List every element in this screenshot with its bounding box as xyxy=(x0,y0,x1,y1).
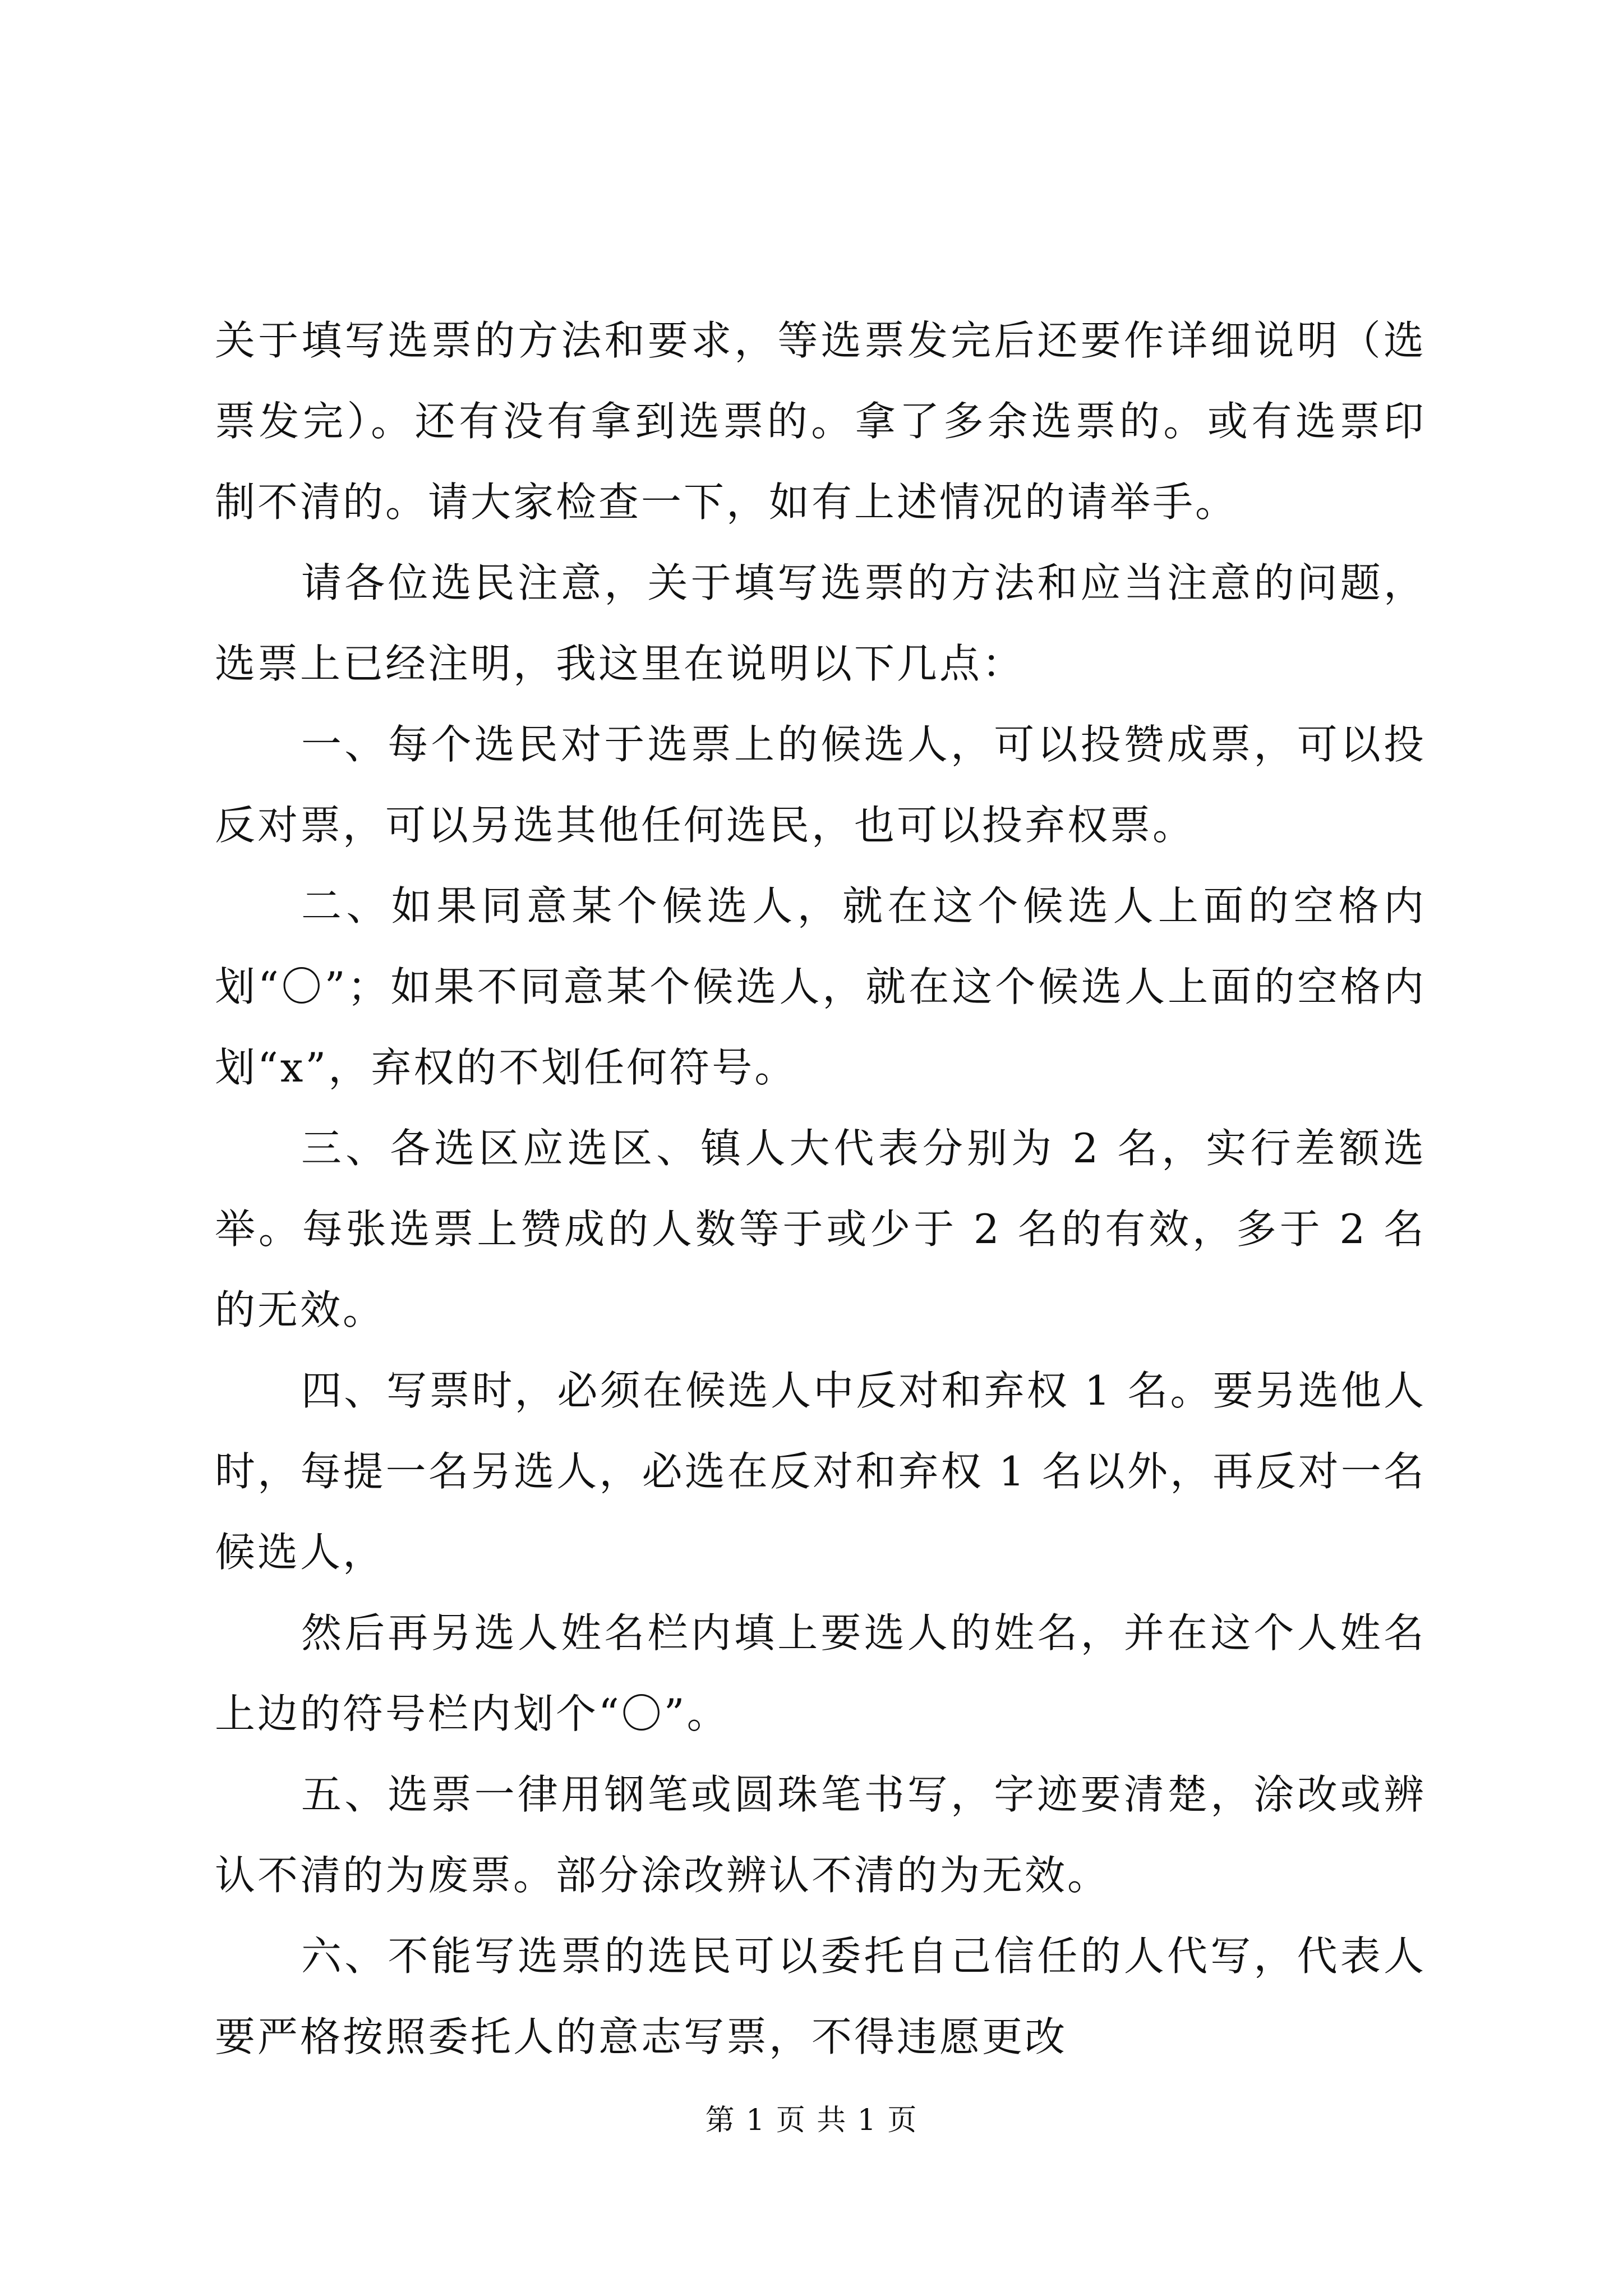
paragraph-point-four: 四、写票时，必须在候选人中反对和弃权 1 名。要另选他人时，每提一名另选人，必选在反对和弃权 1 名以外，再反对一名候选人， xyxy=(215,1367,1426,1576)
paragraph-ballot-instructions: 关于填写选票的方法和要求，等选票发完后还要作详细说明（选票发完）。还有没有拿到选票的。拿了多余选票的。或有选票印制不清的。请大家检查一下，如有上述情况的请举手。 xyxy=(215,317,1426,526)
paragraph-point-four-continued: 然后再另选人姓名栏内填上要选人的姓名，并在这个人姓名上边的符号栏内划个“〇”。 xyxy=(215,1609,1426,1737)
paragraph-point-two: 二、如果同意某个候选人，就在这个候选人上面的空格内划“〇”；如果不同意某个候选人，就在这个候选人上面的空格内划“x”，弃权的不划任何符号。 xyxy=(215,882,1426,1091)
document-body xyxy=(215,300,1426,2077)
paragraph-point-six: 六、不能写选票的选民可以委托自己信任的人代写，代表人要严格按照委托人的意志写票，不得违愿更改 xyxy=(215,1932,1426,2060)
paragraph-point-one: 一、每个选民对于选票上的候选人，可以投赞成票，可以投反对票，可以另选其他任何选民，也可以投弃权票。 xyxy=(215,721,1426,849)
paragraph-point-five: 五、选票一律用钢笔或圆珠笔书写，字迹要清楚，涂改或辨认不清的为废票。部分涂改辨认不清的为无效。 xyxy=(215,1771,1426,1899)
paragraph-voter-notice: 请各位选民注意，关于填写选票的方法和应当注意的问题，选票上已经注明，我这里在说明以下几点： xyxy=(215,559,1426,687)
paragraph-point-three: 三、各选区应选区、镇人大代表分别为 2 名，实行差额选举。每张选票上赞成的人数等于或少于 2 名的有效，多于 2 名的无效。 xyxy=(215,1125,1426,1333)
page-footer: 第 1 页 共 1 页 xyxy=(705,2104,918,2137)
